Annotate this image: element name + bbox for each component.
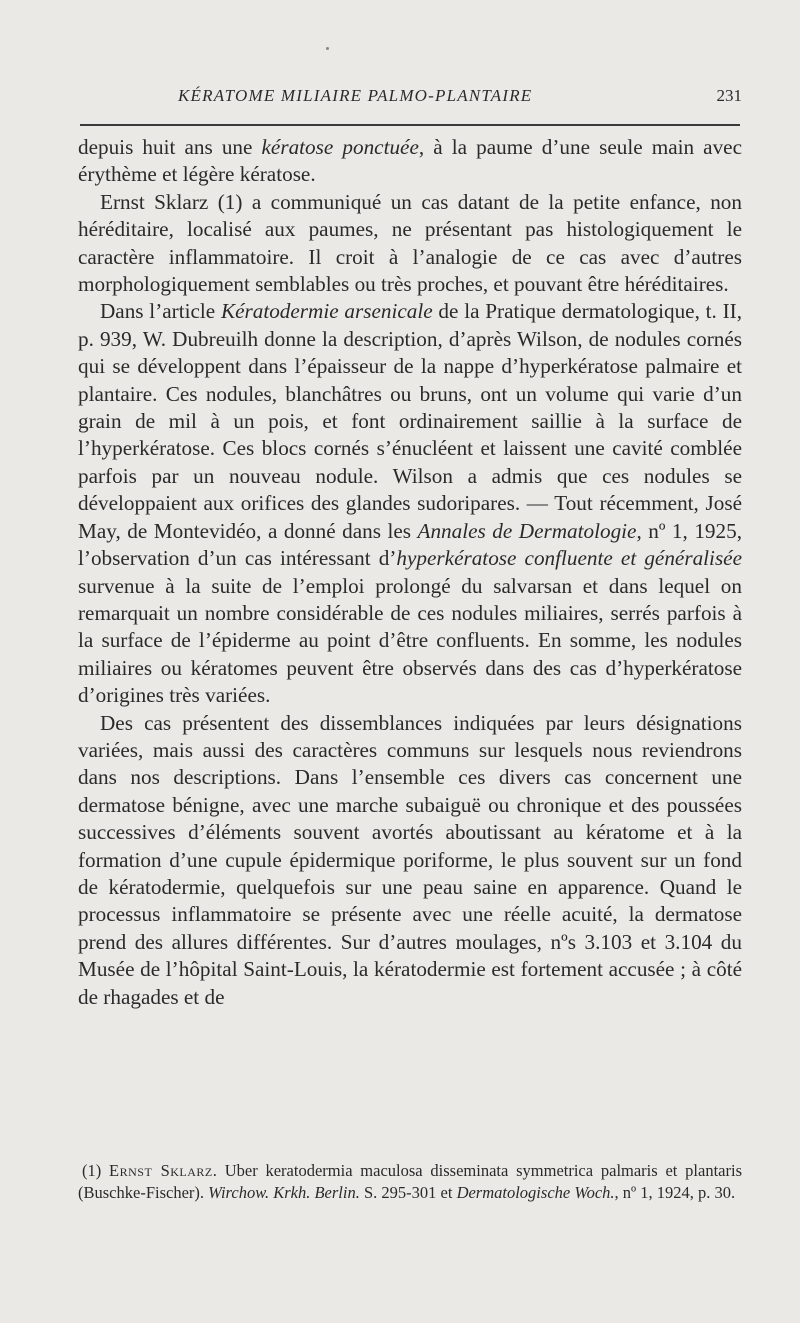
- footnote-marker: (1): [82, 1161, 110, 1180]
- footnotes: [78, 1160, 742, 1203]
- footnote-1: (1) Ernst Sklarz. Uber keratodermia maculosa disseminata symmetrica palmaris et plantaris (Buschke-Fischer). Wirchow. Krkh. Berlin. S. 295-301 et Dermatologische Woch., nº 1, 1924, p. 30.: [78, 1161, 742, 1202]
- page-number: 231: [716, 86, 742, 105]
- ink-speck: [326, 47, 329, 50]
- body-text: [78, 134, 742, 1011]
- paragraph-4: Des cas présentent des dissemblances indiquées par leurs désignations variées, mais aussi des caractères communs sur lesquels nous reviendrons dans nos descriptions. Dans l’ensemble ces divers cas concernent une dermatose bénigne, avec une marche subaiguë ou chronique et des poussées successives d’éléments souvent avortés aboutissant au kératome et à la formation d’une cupule épidermique poriforme, le plus souvent sur un fond de kératodermie, quelquefois sur une peau saine en apparence. Quand le processus inflammatoire se présente avec une réelle acuité, la dermatose prend des allures différentes. Sur d’autres moulages, nºs 3.103 et 3.104 du Musée de l’hôpital Saint-Louis, la kératodermie est fortement accusée ; à côté de rhagades et de: [78, 710, 742, 1009]
- header-rule: [80, 124, 740, 126]
- paragraph-3: Dans l’article Kératodermie arsenicale de la Pratique dermatologique, t. II, p. 939, W. Dubreuilh donne la description, d’après Wilson, de nodules cornés qui se développent dans l’épaisseur de la nappe d’hyperkératose palmaire et plantaire. Ces nodules, blanchâtres ou bruns, ont un volume qui varie d’un grain de mil à un pois, et font ordinairement saillie à la surface de l’hyperkératose. Ces blocs cornés s’énucléent et laissent une cavité comblée parfois par un nouveau nodule. Wilson a admis que ces nodules se développaient aux orifices des glandes sudoripares. — Tout récemment, José May, de Montevidéo, a donné dans les Annales de Dermatologie, nº 1, 1925, l’observation d’un cas intéressant d’hyperkératose confluente et généralisée survenue à la suite de l’emploi prolongé du salvarsan et dans lequel on remarquait un nombre considérable de ces nodules miliaires, serrés parfois à la surface de l’épiderme au point d’être confluents. En somme, les nodules miliaires ou kératomes peuvent être observés dans des cas d’hyperkératose d’origines très variées.: [78, 299, 742, 708]
- paragraph-2: Ernst Sklarz (1) a communiqué un cas datant de la petite enfance, non héréditaire, localisé aux paumes, ne présentant pas histologiquement le caractère inflammatoire. Il croit à l’analogie de ce cas avec d’autres morphologiquement semblables ou très proches, et pouvant être héréditaires.: [78, 189, 742, 297]
- running-head: KÉRATOME MILIAIRE PALMO-PLANTAIRE: [178, 86, 533, 105]
- footnote-author: Ernst Sklarz: [109, 1161, 213, 1180]
- page-header: [78, 86, 742, 114]
- paragraph-1: depuis huit ans une kératose ponctuée, à la paume d’une seule main avec érythème et légère kératose.: [78, 135, 742, 187]
